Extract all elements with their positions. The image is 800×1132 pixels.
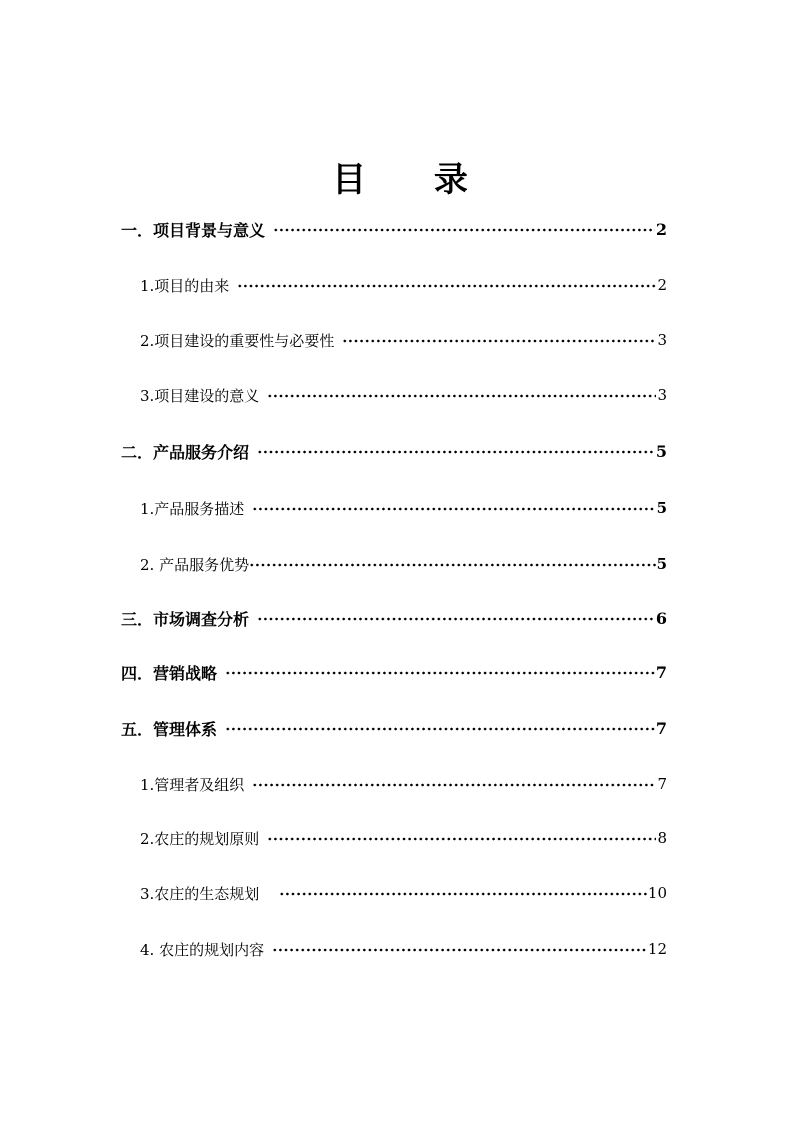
dot-leader xyxy=(252,507,655,511)
toc-entry-page: 7 xyxy=(655,718,667,738)
dot-leader xyxy=(249,563,655,567)
dot-leader xyxy=(252,783,656,787)
toc-entry[interactable] xyxy=(140,273,667,297)
toc-entry-page: 6 xyxy=(655,608,667,628)
dot-leader xyxy=(225,671,655,675)
toc-entry-label: 四．营销战略 xyxy=(121,663,218,683)
toc-entry[interactable] xyxy=(140,826,667,850)
toc-entry-label: 3.项目建设的意义 xyxy=(140,386,260,405)
toc-entry-page: 3 xyxy=(657,331,667,349)
toc-entry-page: 3 xyxy=(657,386,667,404)
toc-entry[interactable] xyxy=(121,439,667,463)
toc-entry[interactable] xyxy=(140,496,667,520)
toc-entry-page: 10 xyxy=(647,884,667,902)
toc-entry[interactable] xyxy=(140,937,667,961)
toc-entry-page: 5 xyxy=(655,441,667,461)
dot-leader xyxy=(272,948,647,952)
toc-entry-page: 7 xyxy=(657,775,667,793)
toc-entry-label: 三．市场调查分析 xyxy=(121,609,250,629)
toc-entry-label: 4. 农庄的规划内容 xyxy=(140,940,265,959)
dot-leader xyxy=(267,837,656,841)
toc-entry-page: 5 xyxy=(656,499,667,517)
toc-entry-label: 2. 产品服务优势 xyxy=(140,555,250,574)
toc-entry-page: 8 xyxy=(657,829,667,847)
toc-entry-label: 1.产品服务描述 xyxy=(140,499,245,518)
toc-entry[interactable] xyxy=(140,552,667,576)
toc-entry-page: 2 xyxy=(657,276,667,294)
toc-entry-label: 五．管理体系 xyxy=(121,719,218,739)
dot-leader xyxy=(267,394,656,398)
toc-entry-label: 2.项目建设的重要性与必要性 xyxy=(140,331,335,350)
dot-leader xyxy=(279,892,647,896)
toc-entry[interactable] xyxy=(121,660,667,684)
toc-entry-page: 5 xyxy=(656,555,667,573)
toc-entry-page: 7 xyxy=(655,662,667,682)
toc-entry-page: 2 xyxy=(655,219,667,239)
toc-entry[interactable] xyxy=(121,217,667,241)
toc-entry-label: 1.项目的由来 xyxy=(140,276,230,295)
toc-entry-label: 1.管理者及组织 xyxy=(140,775,245,794)
dot-leader xyxy=(225,727,655,731)
toc-title: 目 录 xyxy=(332,160,496,200)
toc-entry-label: 2.农庄的规划原则 xyxy=(140,829,260,848)
toc-entry[interactable] xyxy=(140,328,667,352)
toc-entry[interactable] xyxy=(121,716,667,740)
dot-leader xyxy=(257,617,655,621)
toc-entry[interactable] xyxy=(140,881,667,905)
toc-entry-label: 一．项目背景与意义 xyxy=(121,220,266,240)
dot-leader xyxy=(237,284,656,288)
toc-entry[interactable] xyxy=(121,606,667,630)
toc-entry[interactable] xyxy=(140,772,667,796)
toc-entry-label: 3.农庄的生态规划 xyxy=(140,884,260,903)
dot-leader xyxy=(257,450,655,454)
toc-entry-page: 12 xyxy=(647,940,667,958)
dot-leader xyxy=(342,339,656,343)
toc-entry[interactable] xyxy=(140,383,667,407)
dot-leader xyxy=(273,228,655,232)
toc-entry-label: 二．产品服务介绍 xyxy=(121,442,250,462)
